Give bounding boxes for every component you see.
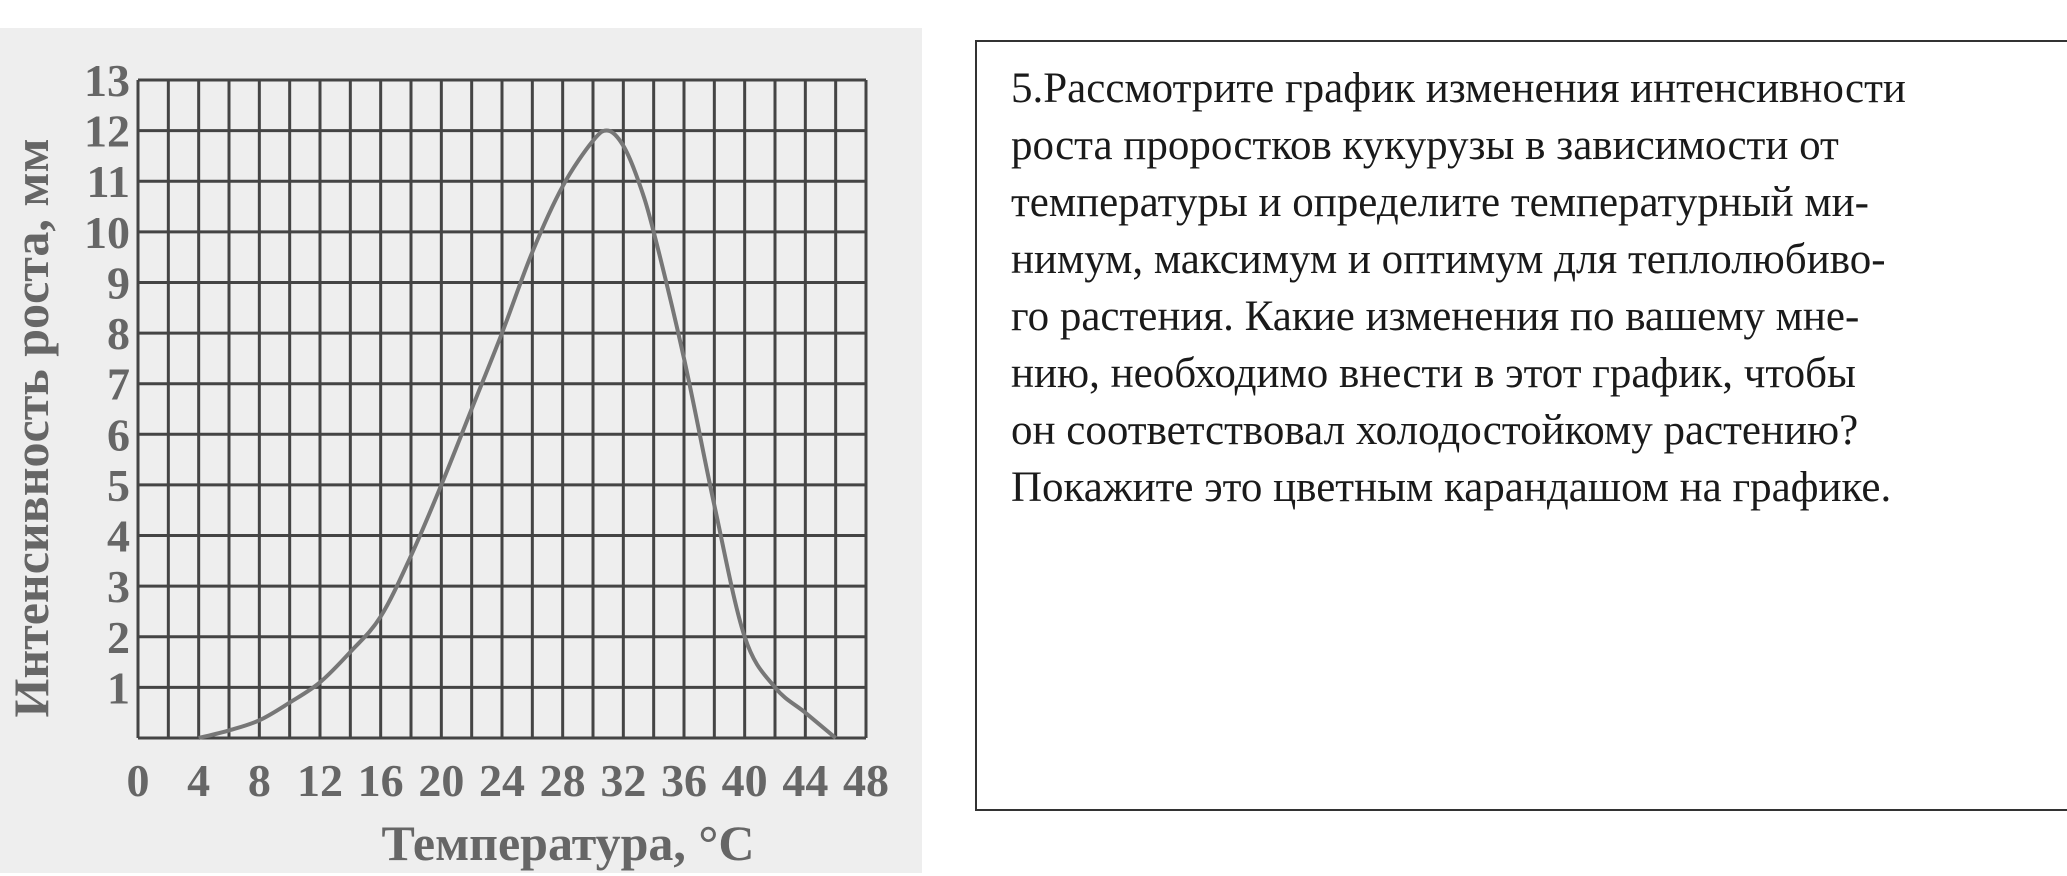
x-tick-label: 44 (782, 755, 829, 806)
y-tick-label: 1 (107, 662, 130, 714)
x-tick-label: 24 (479, 755, 525, 806)
y-tick-label: 8 (107, 308, 130, 360)
x-tick-label: 8 (247, 755, 271, 806)
y-tick-label: 12 (84, 105, 130, 157)
x-tick-label: 36 (661, 755, 707, 806)
growth-chart (0, 28, 922, 873)
y-tick-label: 9 (107, 257, 130, 309)
chart-panel (0, 28, 922, 873)
x-tick-label: 40 (721, 755, 768, 806)
task-box (975, 40, 2067, 811)
y-axis-ticks (84, 55, 130, 713)
y-axis-label: Интенсивность роста, мм (3, 138, 59, 718)
y-tick-label: 5 (107, 459, 130, 511)
x-tick-label: 12 (297, 755, 343, 806)
x-tick-label: 48 (843, 755, 889, 806)
x-tick-label: 16 (357, 755, 404, 806)
task-text: 5.Рассмотрите график изменения интенсивности роста проростков кукурузы в зависимости от температуры и определите температурный ми- нимум, максимум и оптимум для теплолюбиво- го растения. Какие изменения по вашему мне- нию, необходимо внести в этот график, чтобы он соответствовал холодостойкому растению? Покажите это цветным карандашом на графике. (1011, 65, 1906, 511)
y-tick-label: 2 (107, 611, 130, 663)
x-tick-label: 4 (187, 755, 211, 806)
x-tick-label: 20 (418, 755, 465, 806)
y-tick-label: 3 (107, 561, 130, 613)
chart-grid (138, 80, 866, 738)
x-tick-label: 32 (600, 755, 647, 806)
y-tick-label: 13 (84, 55, 130, 106)
x-axis-label: Температура, °С (381, 815, 755, 871)
y-tick-label: 11 (86, 156, 130, 208)
x-axis-ticks (127, 755, 890, 806)
y-tick-label: 4 (107, 510, 130, 562)
y-tick-label: 6 (107, 409, 130, 461)
x-tick-label: 0 (126, 755, 150, 806)
x-tick-label: 28 (539, 755, 586, 806)
y-tick-label: 10 (84, 206, 130, 258)
y-tick-label: 7 (107, 358, 130, 410)
